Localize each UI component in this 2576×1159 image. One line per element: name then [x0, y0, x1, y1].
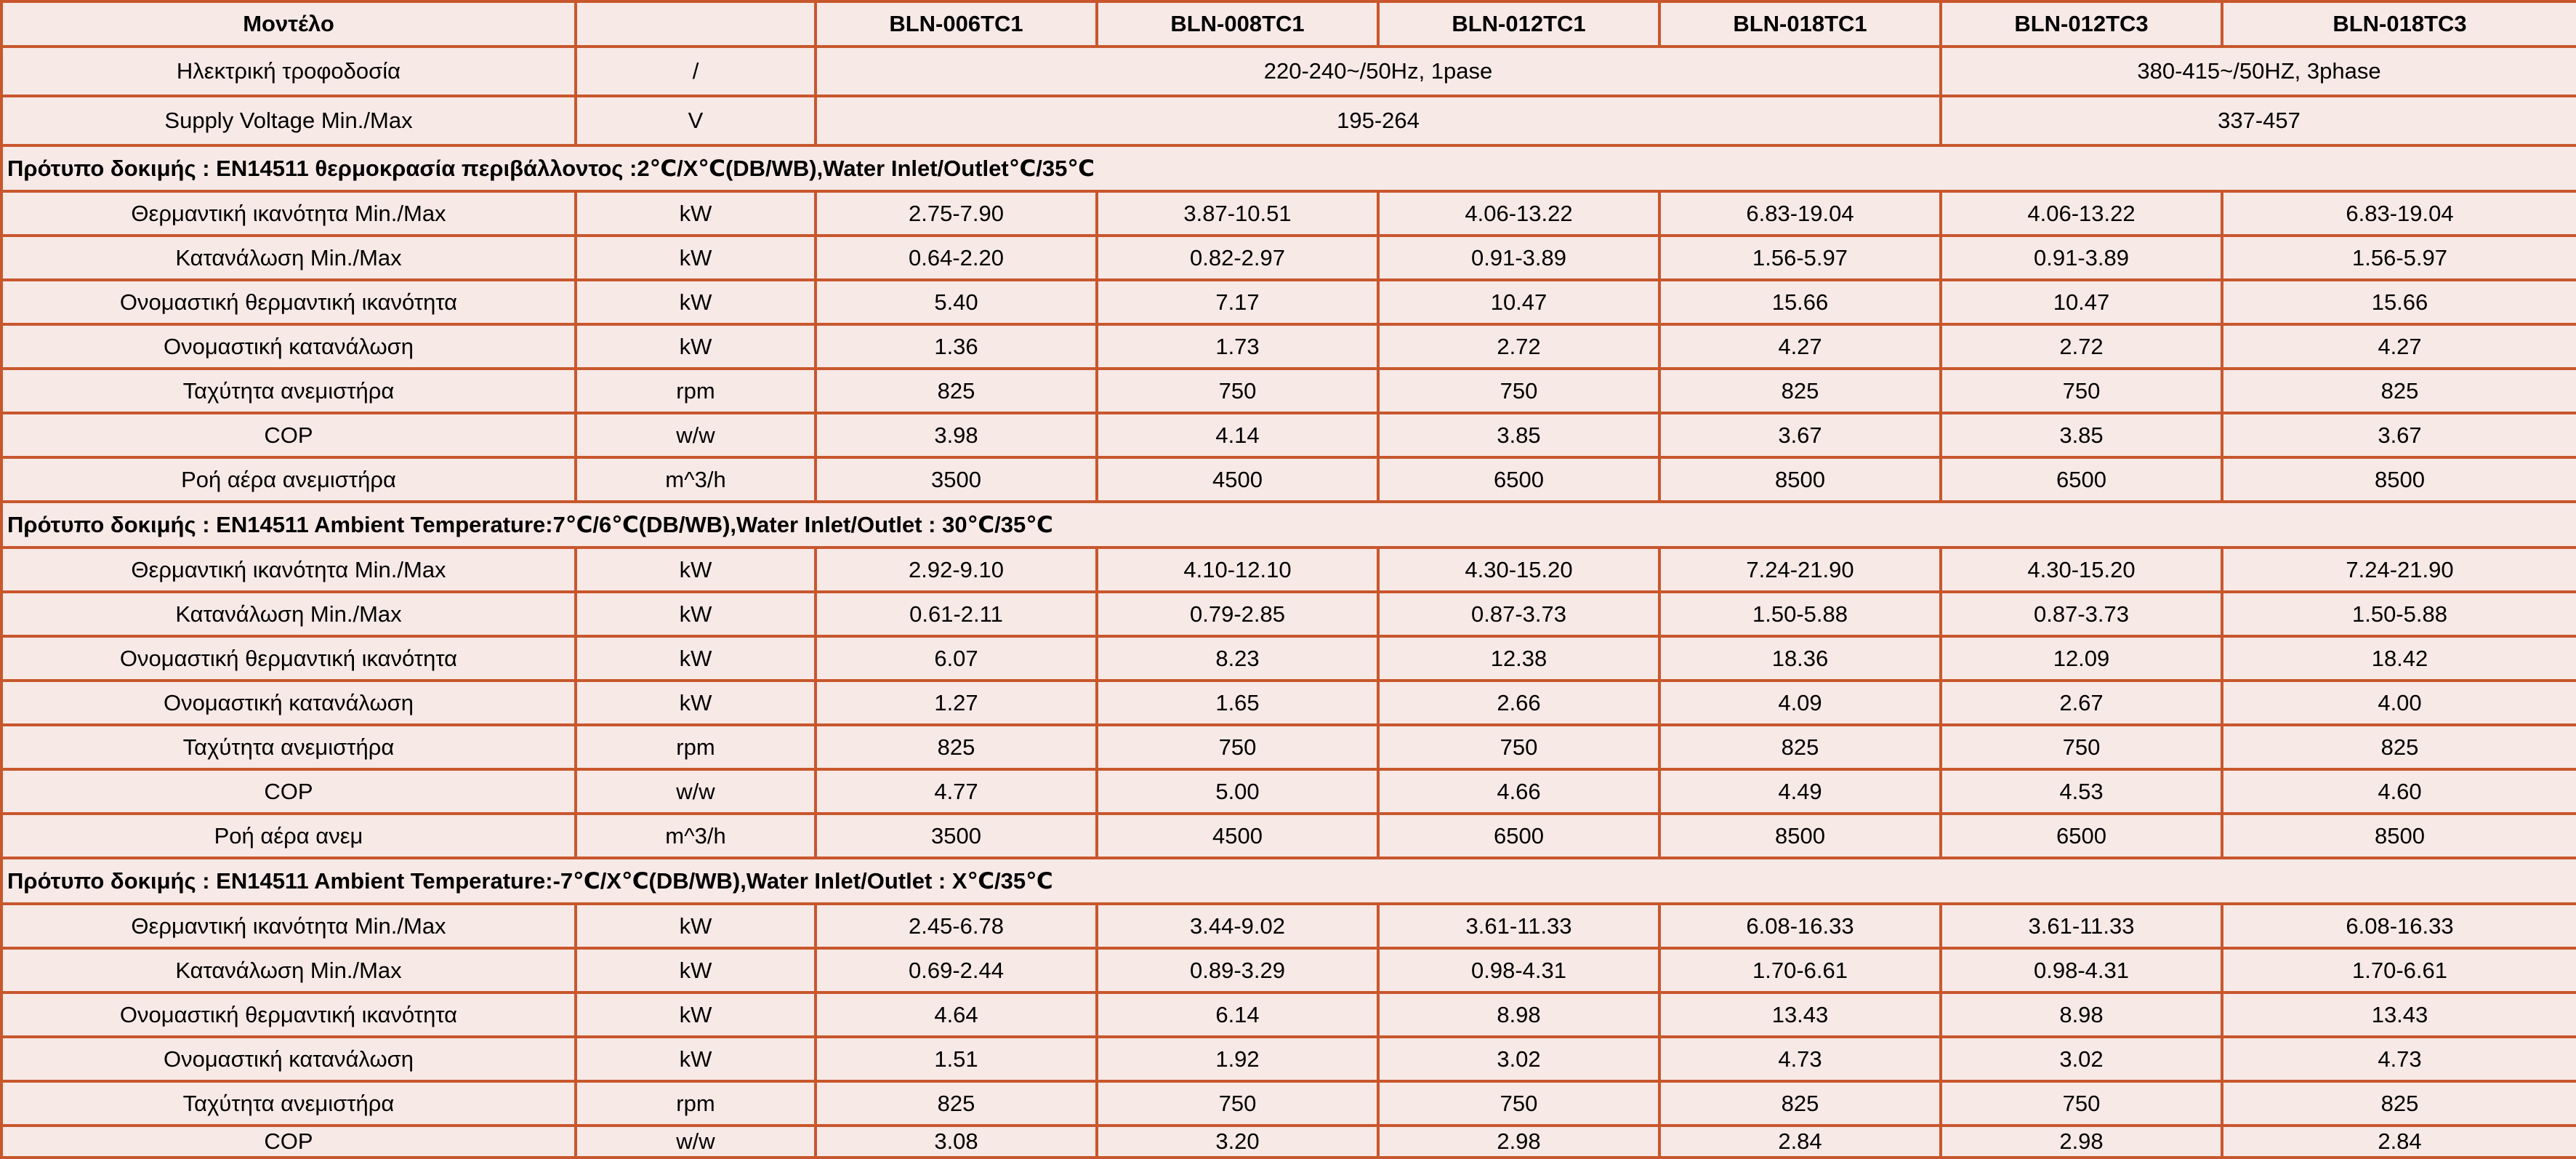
data-row: [1, 1037, 2576, 1081]
row-value: 3500: [816, 814, 1097, 858]
data-row: [1, 1081, 2576, 1126]
data-row: [1, 369, 2576, 413]
data-row: [1, 681, 2576, 725]
row-label: Ονομαστική κατανάλωση: [1, 1037, 576, 1081]
row-value: 750: [1941, 725, 2222, 769]
row-value: 2.66: [1378, 681, 1659, 725]
row-value: 4.49: [1659, 769, 1941, 814]
row-unit: kW: [576, 324, 816, 369]
section-title: Πρότυπο δοκιμής : EN14511 Ambient Temperature:7℃/6℃(DB/WB),Water Inlet/Outlet : 30℃/35℃: [1, 502, 2576, 548]
model-name: BLN-018TC3: [2222, 1, 2576, 47]
row-value: 2.75-7.90: [816, 191, 1097, 236]
row-label: Θερμαντική ικανότητα Min./Max: [1, 548, 576, 592]
row-label: Θερμαντική ικανότητα Min./Max: [1, 191, 576, 236]
row-value: 1.27: [816, 681, 1097, 725]
row-unit: rpm: [576, 725, 816, 769]
data-row: [1, 769, 2576, 814]
row-value: 1.65: [1097, 681, 1378, 725]
row-value: 4.14: [1097, 413, 1378, 457]
row-value: 7.24-21.90: [1659, 548, 1941, 592]
row-value: 0.64-2.20: [816, 236, 1097, 280]
row-value: 3.61-11.33: [1941, 904, 2222, 948]
row-value: 4500: [1097, 814, 1378, 858]
row-value: 8.23: [1097, 636, 1378, 681]
row-label: Ονομαστική κατανάλωση: [1, 681, 576, 725]
row-value: 750: [1378, 369, 1659, 413]
model-name: BLN-018TC1: [1659, 1, 1941, 47]
row-value: 8500: [1659, 457, 1941, 502]
row-value: 2.92-9.10: [816, 548, 1097, 592]
row-value: 5.40: [816, 280, 1097, 324]
model-name: BLN-012TC3: [1941, 1, 2222, 47]
supply-voltage-label: Supply Voltage Min./Max: [1, 96, 576, 145]
row-value: 2.72: [1378, 324, 1659, 369]
row-value: 750: [1378, 1081, 1659, 1126]
row-label: Ταχύτητα ανεμιστήρα: [1, 725, 576, 769]
row-value: 6500: [1941, 814, 2222, 858]
row-value: 4.53: [1941, 769, 2222, 814]
row-value: 6500: [1941, 457, 2222, 502]
row-value: 10.47: [1941, 280, 2222, 324]
row-value: 15.66: [1659, 280, 1941, 324]
row-value: 825: [1659, 369, 1941, 413]
model-name: BLN-006TC1: [816, 1, 1097, 47]
row-value: 8500: [2222, 457, 2576, 502]
row-value: 6500: [1378, 814, 1659, 858]
row-value: 8.98: [1941, 992, 2222, 1037]
row-value: 12.38: [1378, 636, 1659, 681]
row-value: 3.87-10.51: [1097, 191, 1378, 236]
row-unit: kW: [576, 1037, 816, 1081]
data-row: [1, 236, 2576, 280]
row-value: 0.91-3.89: [1378, 236, 1659, 280]
row-value: 750: [1378, 725, 1659, 769]
row-unit: kW: [576, 681, 816, 725]
data-row: [1, 1126, 2576, 1158]
row-label: COP: [1, 1126, 576, 1158]
section-header-row: [1, 858, 2576, 904]
row-value: 6.08-16.33: [2222, 904, 2576, 948]
row-value: 3.20: [1097, 1126, 1378, 1158]
row-unit: kW: [576, 636, 816, 681]
supply-voltage-unit: V: [576, 96, 816, 145]
row-value: 2.84: [2222, 1126, 2576, 1158]
row-label: Θερμαντική ικανότητα Min./Max: [1, 904, 576, 948]
data-row: [1, 725, 2576, 769]
row-value: 7.17: [1097, 280, 1378, 324]
row-value: 4.60: [2222, 769, 2576, 814]
row-unit: m^3/h: [576, 457, 816, 502]
row-label: Ονομαστική θερμαντική ικανότητα: [1, 636, 576, 681]
data-row: [1, 948, 2576, 992]
row-label: Ονομαστική κατανάλωση: [1, 324, 576, 369]
row-label: Ταχύτητα ανεμιστήρα: [1, 1081, 576, 1126]
data-row: [1, 592, 2576, 636]
row-value: 1.56-5.97: [2222, 236, 2576, 280]
row-value: 8.98: [1378, 992, 1659, 1037]
row-value: 8500: [1659, 814, 1941, 858]
row-value: 4.10-12.10: [1097, 548, 1378, 592]
row-value: 0.87-3.73: [1941, 592, 2222, 636]
model-name: BLN-008TC1: [1097, 1, 1378, 47]
row-value: 2.98: [1378, 1126, 1659, 1158]
row-value: 4.09: [1659, 681, 1941, 725]
row-value: 1.70-6.61: [2222, 948, 2576, 992]
row-unit: kW: [576, 948, 816, 992]
row-label: Ταχύτητα ανεμιστήρα: [1, 369, 576, 413]
row-value: 7.24-21.90: [2222, 548, 2576, 592]
row-label: Κατανάλωση Min./Max: [1, 592, 576, 636]
row-value: 3.08: [816, 1126, 1097, 1158]
row-value: 2.45-6.78: [816, 904, 1097, 948]
row-value: 1.70-6.61: [1659, 948, 1941, 992]
row-unit: kW: [576, 592, 816, 636]
row-value: 4.77: [816, 769, 1097, 814]
section-header-row: [1, 502, 2576, 548]
row-value: 3.67: [2222, 413, 2576, 457]
row-value: 3.02: [1378, 1037, 1659, 1081]
row-value: 18.42: [2222, 636, 2576, 681]
supply-voltage-single-phase: 195-264: [816, 96, 1941, 145]
row-value: 6.07: [816, 636, 1097, 681]
row-value: 18.36: [1659, 636, 1941, 681]
row-value: 4.06-13.22: [1941, 191, 2222, 236]
row-value: 3.98: [816, 413, 1097, 457]
row-unit: kW: [576, 191, 816, 236]
row-label: COP: [1, 769, 576, 814]
power-supply-row: [1, 47, 2576, 96]
row-label: Κατανάλωση Min./Max: [1, 948, 576, 992]
data-row: [1, 324, 2576, 369]
row-value: 1.73: [1097, 324, 1378, 369]
row-value: 3.61-11.33: [1378, 904, 1659, 948]
row-value: 2.67: [1941, 681, 2222, 725]
row-value: 4.00: [2222, 681, 2576, 725]
row-value: 4.27: [1659, 324, 1941, 369]
row-value: 6.83-19.04: [1659, 191, 1941, 236]
row-value: 4.27: [2222, 324, 2576, 369]
row-unit: kW: [576, 904, 816, 948]
row-value: 3.44-9.02: [1097, 904, 1378, 948]
row-label: Ροή αέρα ανεμ: [1, 814, 576, 858]
row-unit: kW: [576, 236, 816, 280]
row-value: 13.43: [1659, 992, 1941, 1037]
power-supply-single-phase: 220-240~/50Hz, 1pase: [816, 47, 1941, 96]
row-value: 4.66: [1378, 769, 1659, 814]
row-value: 4.06-13.22: [1378, 191, 1659, 236]
row-value: 0.79-2.85: [1097, 592, 1378, 636]
row-value: 0.87-3.73: [1378, 592, 1659, 636]
data-row: [1, 413, 2576, 457]
row-value: 750: [1941, 1081, 2222, 1126]
row-value: 6.08-16.33: [1659, 904, 1941, 948]
row-value: 825: [2222, 1081, 2576, 1126]
row-value: 2.98: [1941, 1126, 2222, 1158]
row-value: 825: [1659, 725, 1941, 769]
row-value: 6500: [1378, 457, 1659, 502]
row-unit: rpm: [576, 369, 816, 413]
row-value: 10.47: [1378, 280, 1659, 324]
section-header-row: [1, 145, 2576, 191]
row-value: 0.98-4.31: [1378, 948, 1659, 992]
row-value: 825: [816, 725, 1097, 769]
row-value: 4.30-15.20: [1941, 548, 2222, 592]
power-supply-unit: /: [576, 47, 816, 96]
row-value: 825: [2222, 369, 2576, 413]
row-unit: m^3/h: [576, 814, 816, 858]
row-label: Κατανάλωση Min./Max: [1, 236, 576, 280]
row-label: Ροή αέρα ανεμιστήρα: [1, 457, 576, 502]
row-value: 750: [1941, 369, 2222, 413]
model-header: Μοντέλο: [1, 1, 576, 47]
row-value: 825: [816, 1081, 1097, 1126]
supply-voltage-three-phase: 337-457: [1941, 96, 2576, 145]
row-value: 2.72: [1941, 324, 2222, 369]
row-value: 4.73: [1659, 1037, 1941, 1081]
row-value: 13.43: [2222, 992, 2576, 1037]
row-value: 0.61-2.11: [816, 592, 1097, 636]
supply-voltage-row: [1, 96, 2576, 145]
row-value: 1.50-5.88: [1659, 592, 1941, 636]
row-value: 825: [1659, 1081, 1941, 1126]
row-value: 15.66: [2222, 280, 2576, 324]
row-unit: kW: [576, 992, 816, 1037]
row-value: 4500: [1097, 457, 1378, 502]
row-value: 4.73: [2222, 1037, 2576, 1081]
row-value: 0.69-2.44: [816, 948, 1097, 992]
model-name: BLN-012TC1: [1378, 1, 1659, 47]
row-value: 1.51: [816, 1037, 1097, 1081]
row-unit: rpm: [576, 1081, 816, 1126]
row-value: 3.67: [1659, 413, 1941, 457]
row-value: 12.09: [1941, 636, 2222, 681]
data-row: [1, 548, 2576, 592]
data-row: [1, 636, 2576, 681]
row-unit: w/w: [576, 1126, 816, 1158]
data-row: [1, 280, 2576, 324]
row-value: 8500: [2222, 814, 2576, 858]
row-value: 4.64: [816, 992, 1097, 1037]
row-value: 3.85: [1941, 413, 2222, 457]
unit-header: [576, 1, 816, 47]
row-value: 750: [1097, 369, 1378, 413]
row-value: 825: [2222, 725, 2576, 769]
row-value: 5.00: [1097, 769, 1378, 814]
header-row: [1, 1, 2576, 47]
row-value: 1.36: [816, 324, 1097, 369]
row-value: 750: [1097, 725, 1378, 769]
power-supply-three-phase: 380-415~/50HZ, 3phase: [1941, 47, 2576, 96]
section-title: Πρότυπο δοκιμής : EN14511 Ambient Temperature:-7℃/X℃(DB/WB),Water Inlet/Outlet : X℃/35℃: [1, 858, 2576, 904]
row-value: 6.83-19.04: [2222, 191, 2576, 236]
row-value: 3500: [816, 457, 1097, 502]
row-value: 0.82-2.97: [1097, 236, 1378, 280]
row-value: 4.30-15.20: [1378, 548, 1659, 592]
row-value: 1.56-5.97: [1659, 236, 1941, 280]
data-row: [1, 992, 2576, 1037]
row-value: 825: [816, 369, 1097, 413]
row-value: 3.02: [1941, 1037, 2222, 1081]
row-label: COP: [1, 413, 576, 457]
row-value: 1.50-5.88: [2222, 592, 2576, 636]
row-unit: kW: [576, 280, 816, 324]
section-title: Πρότυπο δοκιμής : EN14511 θερμοκρασία περιβάλλοντος :2℃/X℃(DB/WB),Water Inlet/Outlet℃/35℃: [1, 145, 2576, 191]
power-supply-label: Ηλεκτρική τροφοδοσία: [1, 47, 576, 96]
row-value: 6.14: [1097, 992, 1378, 1037]
row-value: 0.91-3.89: [1941, 236, 2222, 280]
row-value: 3.85: [1378, 413, 1659, 457]
data-row: [1, 191, 2576, 236]
data-row: [1, 457, 2576, 502]
data-row: [1, 904, 2576, 948]
row-unit: kW: [576, 548, 816, 592]
data-row: [1, 814, 2576, 858]
row-value: 0.89-3.29: [1097, 948, 1378, 992]
row-label: Ονομαστική θερμαντική ικανότητα: [1, 992, 576, 1037]
row-unit: w/w: [576, 413, 816, 457]
row-value: 2.84: [1659, 1126, 1941, 1158]
row-value: 0.98-4.31: [1941, 948, 2222, 992]
row-unit: w/w: [576, 769, 816, 814]
row-value: 1.92: [1097, 1037, 1378, 1081]
row-label: Ονομαστική θερμαντική ικανότητα: [1, 280, 576, 324]
spec-body: [1, 1, 2576, 1158]
row-value: 750: [1097, 1081, 1378, 1126]
